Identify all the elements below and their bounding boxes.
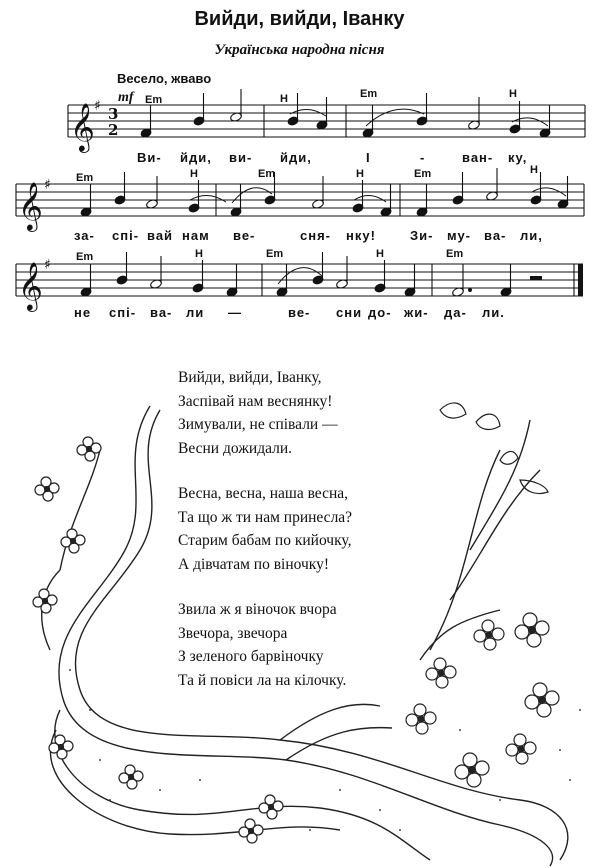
lyric-syllable: ку, xyxy=(508,150,528,165)
slur xyxy=(354,195,386,202)
chord-symbol: Em xyxy=(360,88,378,100)
note xyxy=(486,168,499,201)
note xyxy=(116,252,128,285)
chord-symbol: H xyxy=(195,248,203,260)
note xyxy=(312,252,324,285)
poem-line: Старим бабам по кийочку, xyxy=(178,532,352,549)
flower-icon xyxy=(525,683,559,717)
lyric-syllable: сня- xyxy=(300,228,331,243)
poem-line: З зеленого барвіночку xyxy=(178,648,324,665)
lyric-syllable: не xyxy=(74,305,92,320)
lyric-syllable: - xyxy=(420,150,426,165)
sharp-icon: ♯ xyxy=(94,98,101,114)
note xyxy=(374,260,386,293)
lyric-syllable: да- xyxy=(444,305,467,320)
note xyxy=(192,260,204,293)
flower-icon xyxy=(35,477,59,501)
chord-symbol: Em xyxy=(145,94,163,106)
time-signature-top: 3 xyxy=(108,105,119,123)
note xyxy=(146,176,159,209)
staff-line xyxy=(16,184,584,216)
note xyxy=(468,97,481,130)
flower-icon xyxy=(506,734,536,764)
chord-symbol: H xyxy=(530,164,538,176)
treble-clef-icon: 𝄞 xyxy=(18,261,43,310)
lyric-syllable: ли, xyxy=(520,228,543,243)
rest-icon xyxy=(530,276,542,280)
lyric-syllable: ва- xyxy=(484,228,507,243)
poem-line: Та що ж ти нам принесла? xyxy=(178,508,353,526)
poem-line: Заспівай нам веснянку! xyxy=(178,392,333,410)
poem-line: Та й повіси ла на кілочку. xyxy=(178,671,347,689)
lyric-syllable: — xyxy=(228,305,242,320)
chord-symbol: Em xyxy=(266,248,284,260)
chord-symbol: Em xyxy=(258,168,276,180)
song-subtitle: Українська народна пісня xyxy=(214,42,385,58)
poem-text xyxy=(178,366,438,714)
note xyxy=(230,89,243,122)
note xyxy=(416,93,428,126)
chord-symbol: H xyxy=(280,93,288,105)
flower-icon xyxy=(119,765,143,789)
chord-symbol: Em xyxy=(76,172,94,184)
lyric-syllable: до- xyxy=(368,305,392,320)
poem-line: Весни дожидали. xyxy=(178,439,293,457)
note xyxy=(336,256,349,289)
lyric-syllable: нку! xyxy=(346,228,376,243)
lyric-syllable: спі- xyxy=(109,305,137,320)
lyric-syllable: йди, xyxy=(280,150,312,165)
lyric-syllable: му- xyxy=(447,228,472,243)
lyric-syllable: жи- xyxy=(404,305,429,320)
slur xyxy=(366,109,424,126)
note xyxy=(509,101,521,134)
lyric-syllable: нам xyxy=(182,228,210,243)
poem-stanza xyxy=(178,366,438,460)
flower-icon xyxy=(33,589,57,613)
slur xyxy=(190,195,226,202)
slur xyxy=(512,118,548,126)
poem-stanza xyxy=(178,598,438,692)
note xyxy=(114,172,126,205)
lyric-syllable: ве- xyxy=(288,305,311,320)
flower-icon xyxy=(455,753,489,787)
lyric-syllable: спі- xyxy=(112,228,140,243)
poem-line: А дівчатам по віночку! xyxy=(178,555,329,573)
flower-icon xyxy=(239,819,263,843)
chord-symbol: H xyxy=(190,168,198,180)
note xyxy=(312,176,325,209)
time-signature-bottom: 2 xyxy=(108,121,119,139)
note xyxy=(150,256,163,289)
lyric-syllable: ли xyxy=(186,305,205,320)
poem-line: Звила ж я віночок вчора xyxy=(178,601,337,618)
chord-symbol: Em xyxy=(446,248,464,260)
lyric-syllable: ли. xyxy=(482,305,505,320)
chord-symbol: H xyxy=(356,168,364,180)
lyric-syllable: ва- xyxy=(150,305,173,320)
lyric-syllable: йди, xyxy=(180,150,212,165)
lyric-syllable: ван- xyxy=(462,150,494,165)
poem-stanza xyxy=(178,482,438,576)
chord-symbol: Em xyxy=(414,168,432,180)
sharp-icon: ♯ xyxy=(44,177,51,193)
treble-clef-icon: 𝄞 xyxy=(70,102,95,151)
lyric-syllable: ве- xyxy=(233,228,256,243)
sharp-icon: ♯ xyxy=(44,257,51,273)
song-title: Вийди, вийди, Іванку xyxy=(194,8,405,30)
poem-line: Весна, весна, наша весна, xyxy=(178,485,348,502)
note xyxy=(287,93,299,126)
flower-icon xyxy=(474,620,504,650)
lyric-syllable: сни xyxy=(336,305,363,320)
chord-symbol: H xyxy=(509,88,517,100)
note xyxy=(452,264,472,297)
dynamic-marking: mf xyxy=(118,90,134,105)
note xyxy=(193,93,205,126)
music-score xyxy=(0,0,599,330)
lyric-syllable: І xyxy=(366,150,371,165)
tempo-marking: Весело, жваво xyxy=(117,71,212,86)
lyric-syllable: Ви- xyxy=(137,150,162,165)
treble-clef-icon: 𝄞 xyxy=(18,181,43,230)
lyric-syllable: за- xyxy=(74,228,95,243)
chord-symbol: H xyxy=(376,248,384,260)
lyric-syllable: ви- xyxy=(229,150,253,165)
poem-line: Вийди, вийди, Іванку, xyxy=(178,369,322,386)
flower-icon xyxy=(259,795,283,819)
lyric-syllable: вай xyxy=(147,228,174,243)
flower-icon xyxy=(515,613,549,647)
chord-symbol: Em xyxy=(76,251,94,263)
note xyxy=(452,172,464,205)
poem-line: Звечора, звечора xyxy=(178,624,288,642)
staff-line xyxy=(16,264,583,296)
lyric-syllable: Зи- xyxy=(410,228,434,243)
poem-line: Зимували, не співали — xyxy=(178,416,338,433)
